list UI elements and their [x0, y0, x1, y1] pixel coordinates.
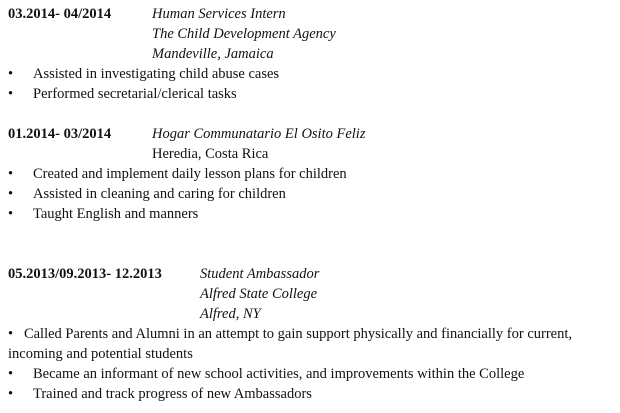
entry-2-bullet-1: Created and implement daily lesson plans for children: [33, 166, 347, 182]
entry-3-bullet-2: Became an informant of new school activities, and improvements within the College: [33, 366, 525, 382]
bullet-marker: •: [8, 186, 14, 202]
bullet-marker: •: [8, 326, 14, 342]
entry-3-date: 05.2013/09.2013- 12.2013: [8, 266, 162, 282]
entry-1-date: 03.2014- 04/2014: [8, 6, 112, 22]
entry-1-bullet-1: Assisted in investigating child abuse cases: [33, 66, 280, 82]
entry-3-org: Alfred State College: [200, 286, 318, 302]
entry-3-bullet-1: [8, 324, 608, 364]
entry-2-location: Heredia, Costa Rica: [152, 146, 269, 162]
entry-2-date: 01.2014- 03/2014: [8, 126, 112, 142]
entry-1-org: The Child Development Agency: [152, 26, 336, 42]
entry-1-title: Human Services Intern: [152, 6, 286, 22]
bullet-marker: •: [8, 386, 14, 402]
entry-3-title: Student Ambassador: [200, 266, 320, 282]
bullet-marker: •: [8, 166, 14, 182]
entry-1-location: Mandeville, Jamaica: [152, 46, 274, 62]
entry-3-location: Alfred, NY: [200, 306, 261, 322]
entry-1-bullet-2: Performed secretarial/clerical tasks: [33, 86, 237, 102]
entry-3-bullet-3: Trained and track progress of new Ambassadors: [33, 386, 312, 402]
bullet-marker: •: [8, 366, 14, 382]
bullet-marker: •: [8, 66, 14, 82]
bullet-marker: •: [8, 206, 14, 222]
entry-3-bullet-1-text: Called Parents and Alumni in an attempt to gain support physically and financially for current, incoming and potential students: [8, 326, 573, 362]
entry-2-title: Hogar Communatario El Osito Feliz: [152, 126, 366, 142]
entry-2-bullet-2: Assisted in cleaning and caring for children: [33, 186, 286, 202]
entry-2-bullet-3: Taught English and manners: [33, 206, 199, 222]
bullet-marker: •: [8, 86, 14, 102]
